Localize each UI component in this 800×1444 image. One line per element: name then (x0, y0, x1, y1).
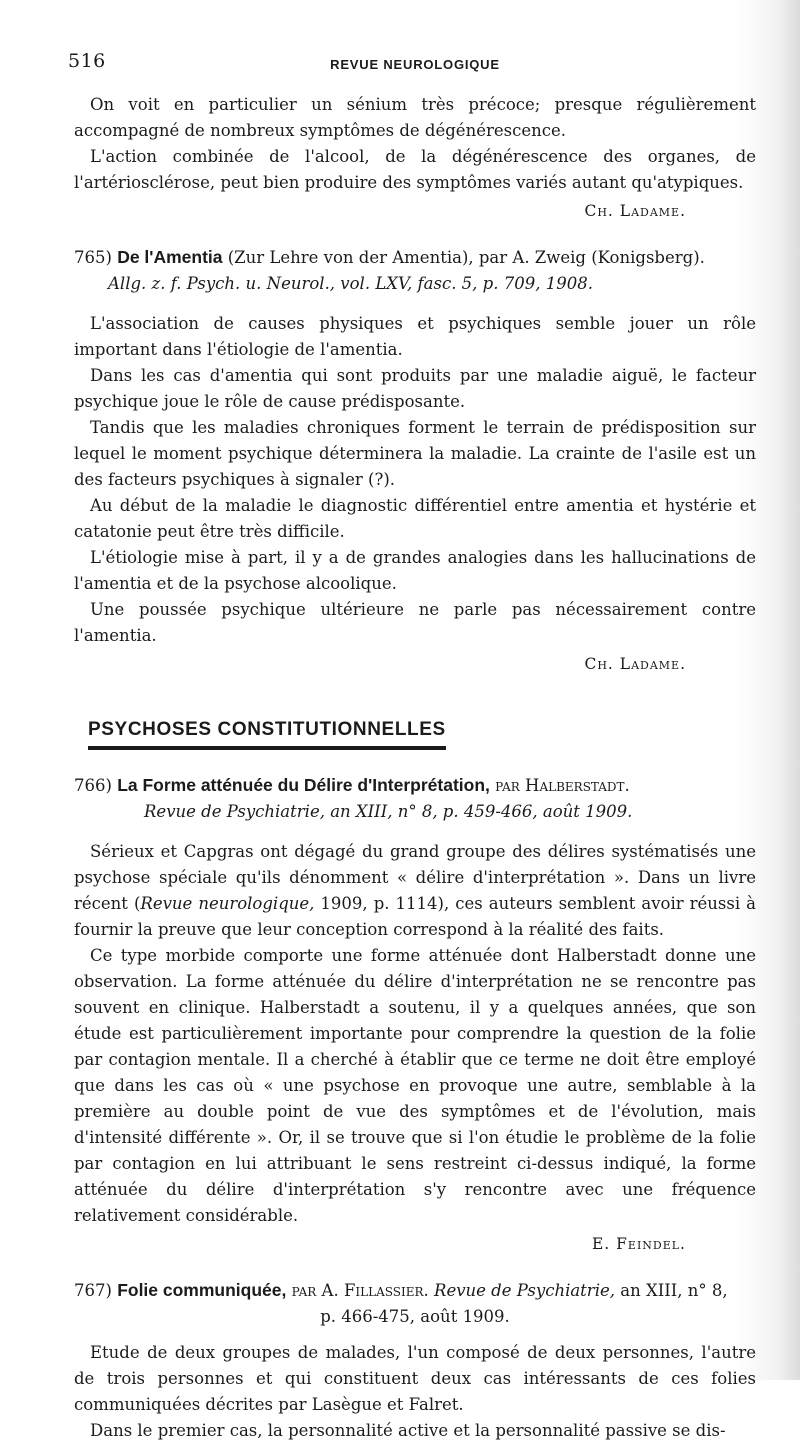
running-header (68, 42, 756, 78)
entry-number: 767) (74, 1281, 112, 1300)
paragraph: Dans le premier cas, la personnalité active et la personnalité passive se dis- (90, 1421, 726, 1440)
cited-journal: Revue neurologique, (140, 894, 315, 913)
paragraph: L'étiologie mise à part, il y a de grandes analogies dans les hallucinations de l'amentia et de la psychose alcoolique. (74, 548, 756, 593)
review-signature: Ch. Ladame. (584, 655, 686, 673)
paragraph (74, 839, 756, 943)
entry-title: De l'Amentia (117, 247, 223, 267)
page-number: 516 (68, 50, 106, 72)
paragraph: On voit en particulier un sénium très précoce; presque régulièrement accompagné de nombreux symptômes de dégénérescence. (74, 95, 756, 140)
entry-766-heading (74, 772, 756, 799)
entry-author: par A. Fillassier. (291, 1281, 429, 1300)
paragraph: Ce type morbide comporte une forme atténuée dont Halberstadt donne une observation. La forme atténuée du délire d'interprétation ne se rencontre pas souvent en clinique. Halberstadt a soutenu, il y a quelques années, que son étude est particulièrement importante pour comprendre la question de la folie par contagion mentale. Il a cherché à établir que ce terme ne doit être employé que dans les cas où « une psychose en provoque une autre, semblable à la première au double point de vue des symptômes et de l'évolution, mais d'intensité différente ». Or, il se trouve que si l'on étudie le problème de la folie par contagion en lui attribuant le sens restreint ci-dessus indiqué, la forme atténuée du délire d'interprétation s'y rencontre avec une fréquence relativement considérable. (74, 946, 756, 1225)
section-heading: PSYCHOSES CONSTITUTIONNELLES (88, 717, 446, 750)
entry-title: La Forme atténuée du Délire d'Interprétation, (117, 775, 490, 795)
journal-title: REVUE NEUROLOGIQUE (330, 57, 500, 72)
paragraph: L'association de causes physiques et psychiques semble jouer un rôle important dans l'étiologie de l'amentia. (74, 314, 756, 359)
entry-citation: Revue de Psychiatrie, an XIII, n° 8, p. 459-466, août 1909. (144, 802, 633, 821)
cited-journal: Revue de Psychiatrie, (434, 1281, 615, 1300)
entry-issue: an XIII, n° 8, (620, 1281, 728, 1300)
entry-author: par Halberstadt. (495, 776, 630, 795)
review-signature: E. Feindel. (591, 1235, 686, 1253)
entry-767-heading (74, 1277, 756, 1304)
entry-author: (Zur Lehre von der Amentia), par A. Zweig (Konigsberg). (227, 248, 705, 267)
paragraph: Etude de deux groupes de malades, l'un composé de deux personnes, l'autre de trois personnes et qui constituent deux cas intéressants de ces folies communiquées décrites par Lasègue et Falret. (74, 1343, 756, 1414)
paragraph-text: Sérieux et Capgras ont dégagé du grand groupe des délires systématisés une psychose spéciale qu'ils dénomment « délire d'interprétation ». Dans un livre récent ( (74, 842, 756, 913)
paragraph: L'action combinée de l'alcool, de la dégénérescence des organes, de l'artériosclérose, peut bien produire des symptômes variés autant qu'atypiques. (74, 147, 756, 192)
entry-765-heading (74, 244, 756, 271)
paragraph: Tandis que les maladies chroniques forment le terrain de prédisposition sur lequel le moment psychique déterminera la maladie. La crainte de l'asile est un des facteurs psychiques à signaler (?). (74, 418, 756, 489)
entry-title: Folie communiquée, (117, 1280, 287, 1300)
paragraph-text: 1909, p. 1114), ces auteurs semblent avoir réussi à fournir la preuve que leur conception correspond à la réalité des faits. (74, 894, 756, 939)
paragraph: Dans les cas d'amentia qui sont produits par une maladie aiguë, le facteur psychique joue le rôle de cause prédisposante. (74, 366, 756, 411)
entry-citation: Allg. z. f. Psych. u. Neurol., vol. LXV, fasc. 5, p. 709, 1908. (108, 274, 593, 293)
paragraph: Une poussée psychique ultérieure ne parle pas nécessairement contre l'amentia. (74, 600, 756, 645)
entry-number: 766) (74, 776, 112, 795)
entry-citation: p. 466-475, août 1909. (320, 1307, 510, 1326)
paragraph: Au début de la maladie le diagnostic différentiel entre amentia et hystérie et catatonie peut être très difficile. (74, 496, 756, 541)
entry-number: 765) (74, 248, 112, 267)
review-signature: Ch. Ladame. (584, 202, 686, 220)
